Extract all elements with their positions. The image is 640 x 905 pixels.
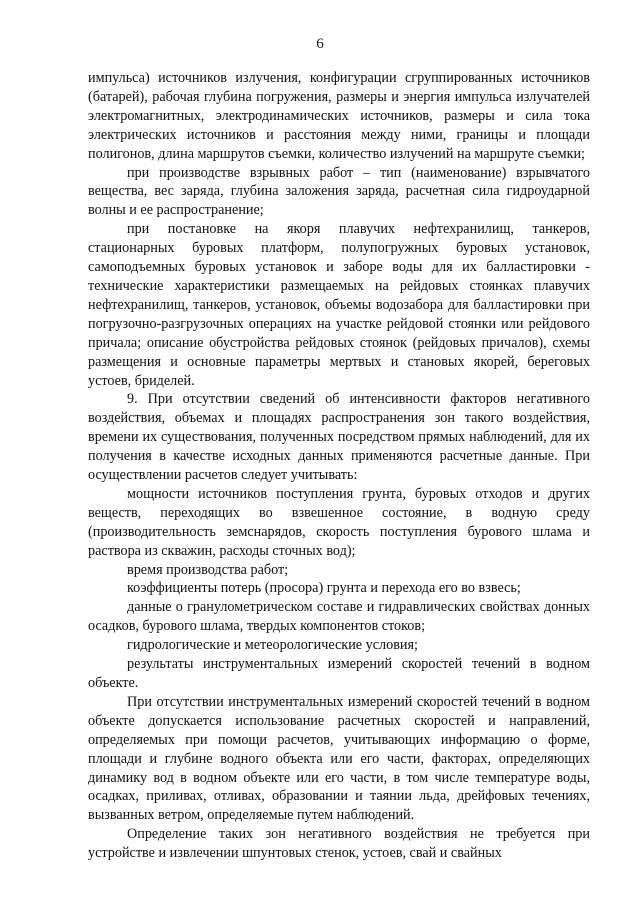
paragraph-work-time: время производства работ; bbox=[127, 561, 289, 578]
paragraph-zone-determination: Определение таких зон негативного воздействия не требуется при устройстве и извлечении шпунтовых стенок, устоев, свай и свайных bbox=[88, 826, 590, 862]
paragraph-impulse-sources: импульса) источников излучения, конфигурации сгруппированных источников (батарей), рабочая глубина погружения, размеры и энергия импульса излучателей электромагнитных, электродинамических источников, размеры и сила тока электрических источников и расстояния между ними, границы и площади полигонов, длина маршрутов съемки, количество излучений на маршруте съемки; bbox=[88, 70, 590, 162]
paragraph-explosive-works: при производстве взрывных работ – тип (наименование) взрывчатого вещества, вес заряда, глубина заложения заряда, расчетная сила гидроударной волны и ее распространение; bbox=[88, 164, 590, 219]
paragraph-current-measurements: результаты инструментальных измерений скоростей течений в водном объекте. bbox=[88, 656, 590, 691]
paragraph-item-9: 9. При отсутствии сведений об интенсивности факторов негативного воздействия, объемах и площадях распространения зон такого воздействия, времени их существования, полученных посредством прямых наблюдений, для их получения в качестве исходных данных применяются расчетные данные. При осуществлении расчетов следует учитывать: bbox=[88, 391, 590, 484]
paragraph-granulometric-data: данные о гранулометрическом составе и гидравлических свойствах донных осадков, бурового шлама, твердых компонентов стоков; bbox=[88, 599, 590, 635]
paragraph-calculated-velocities: При отсутствии инструментальных измерений скоростей течений в водном объекте допускается использование расчетных скоростей и направлений, определяемых при помощи расчетов, учитывающих информацию о форме, площади и глубине водного объекта или его части, факторах, определяющих динамику вод в водном объекте или его части, в том числе температуре воды, осадках, приливах, отливах, образовании и таянии льда, дрейфовых течениях, вызванных ветром, определяемые путем наблюдений. bbox=[88, 693, 590, 824]
paragraph-loss-coefficients: коэффициенты потерь (просора) грунта и перехода его во взвесь; bbox=[127, 580, 521, 597]
paragraph-hydro-conditions: гидрологические и метеорологические условия; bbox=[127, 637, 418, 654]
document-body bbox=[88, 69, 590, 863]
page-number: 6 bbox=[316, 36, 324, 52]
paragraph-anchoring: при постановке на якоря плавучих нефтехранилищ, танкеров, стационарных буровых платформ, полупогружных буровых установок, самоподъемных буровых установок и заборе воды для их балластировки - технические характеристики размещаемых на рейдовых стоянках плавучих нефтехранилищ, танкеров, установок, объемы водозабора для балластировки при погрузочно-разгрузочных операциях на участке рейдовой стоянки или рейдового причала; описание обустройства рейдовых стоянок (рейдовых причалов), схемы размещения и основные параметры мертвых и становых якорей, береговых устоев, бриделей. bbox=[88, 221, 590, 389]
paragraph-source-capacity: мощности источников поступления грунта, буровых отходов и других веществ, переходящих во взвешенное состояние, в водную среду (производительность земснарядов, скорость поступления бурового шлама и раствора из скважин, расходы сточных вод); bbox=[88, 485, 590, 559]
